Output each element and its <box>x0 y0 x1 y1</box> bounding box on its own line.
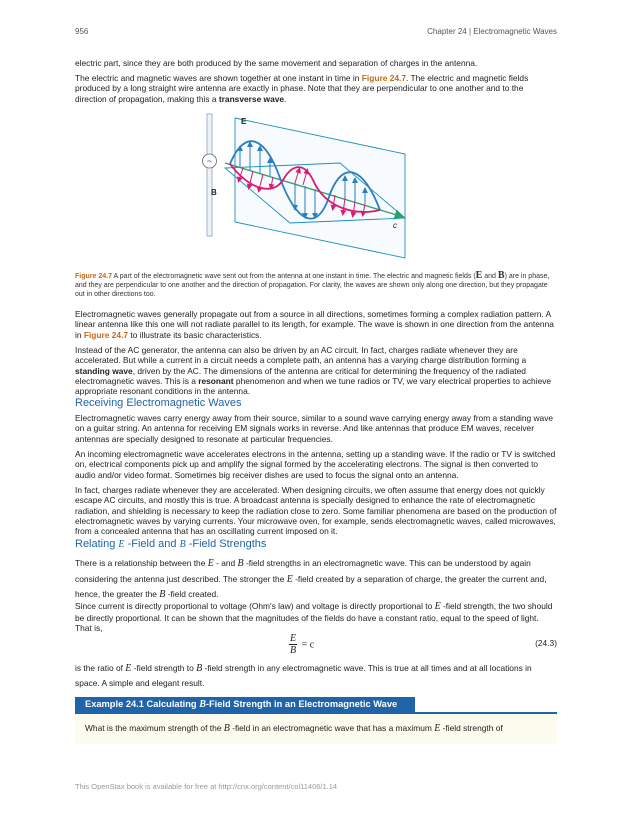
text: . The electric and magnetic fields produced by a long straight wire antenna are exactly in phase. Note that they are perpendicular to one another and to the direction of propagation, making this a <box>75 73 529 104</box>
equation-denominator: B <box>290 645 297 656</box>
page-number: 956 <box>75 27 89 36</box>
ac-symbol: ~ <box>206 156 213 166</box>
equation <box>289 634 314 656</box>
symbol-b: B <box>179 539 186 550</box>
figure-label-c: c <box>393 221 397 230</box>
footer-license[interactable]: This OpenStax book is available for free at http://cnx.org/content/col11406/1.14 <box>75 782 338 791</box>
caption-e: E <box>475 270 483 281</box>
caption-label: Figure 24.7 <box>75 273 112 280</box>
symbol-e: E <box>434 601 441 612</box>
example-title: -Field Strength in an Electromagnetic Wave <box>205 699 398 709</box>
paragraph-intro: electric part, since they are both produced by the same movement and separation of charges in the antenna. <box>75 58 478 68</box>
example-body <box>75 714 557 744</box>
text: -field strength, the two should be directly proportional. It can be shown that the magnitudes of the fields do have a constant ratio, equal to the speed of light. That is, <box>75 601 553 633</box>
paragraph-relationship <box>75 556 557 603</box>
caption-text: A part of the electromagnetic wave sent out from the antenna at one instant in time. The electric and magnetic fields ( <box>111 273 476 280</box>
symbol-e: E <box>207 558 214 569</box>
example-question <box>85 723 547 734</box>
paragraph-propagation <box>75 309 557 340</box>
text: What is the maximum strength of the <box>85 723 224 733</box>
heading-text: -Field Strengths <box>185 538 267 550</box>
paragraph-proportional <box>75 601 557 634</box>
text: , driven by the AC. The dimensions of the antenna are critical for determining the frequency of the radiated electromagnetic waves. This is a <box>75 365 526 386</box>
symbol-b: B <box>196 663 203 674</box>
symbol-e: E <box>118 539 125 550</box>
paragraph-incoming-wave: An incoming electromagnetic wave accelerates electrons in the antenna, setting up a standing wave. If the radio or TV is switched on, electrical components pick up and amplify the signal formed by the accelerating electrons. The signal is then converted to audio and/or video format. Sometimes big receiver dishes are used to focus the signal onto an antenna. <box>75 449 556 480</box>
text: Since current is directly proportional to voltage (Ohm's law) and voltage is directly proportional to <box>75 601 435 611</box>
text: - and <box>213 558 238 568</box>
chapter-title: Chapter 24 | Electromagnetic Waves <box>427 27 557 36</box>
symbol-b: B <box>159 589 166 600</box>
caption-text: and <box>482 273 498 280</box>
paragraph-ac-circuit <box>75 345 557 396</box>
text: -field strength to <box>131 663 197 673</box>
figure-link[interactable]: Figure 24.7 <box>83 329 129 340</box>
section-heading-receiving: Receiving Electromagnetic Waves <box>75 397 242 409</box>
text: -field strength in any electromagnetic wave. This is true at all times and at all locations in space. A simple and elegant result. <box>75 663 532 688</box>
text: -field in an electromagnetic wave that has a maximum <box>229 723 435 733</box>
caption-b: B <box>497 270 505 281</box>
section-heading-relating <box>75 538 266 550</box>
text: -field created. <box>165 589 219 599</box>
term-resonant: resonant <box>198 375 234 386</box>
figure-label-e: E <box>241 117 247 126</box>
symbol-e: E <box>125 663 132 674</box>
text: -field strength of <box>440 723 503 733</box>
text: Instead of the AC generator, the antenna can also be driven by an AC circuit. In fact, charges radiate whenever they are accelerated. But while a current in a circuit needs a complete path, an antenna has a varying charge distribution forming a <box>75 345 527 366</box>
text: The electric and magnetic waves are shown together at one instant in time in <box>75 73 362 83</box>
text: is the ratio of <box>75 663 126 673</box>
paragraph-fields-shown <box>75 73 557 104</box>
text: -field strengths in an electromagnetic wave. This can be understood by again considering the antenna just described. The stronger the <box>75 558 531 584</box>
symbol-e: E <box>434 723 441 734</box>
example-title: Example 24.1 Calculating <box>85 699 200 709</box>
equation-rhs: = c <box>301 639 315 651</box>
text: -field created by a separation of charge, the greater the current and, hence, the greater the <box>75 573 547 599</box>
symbol-e: E <box>286 573 293 585</box>
symbol-b: B <box>237 558 244 569</box>
heading-text: -Field and <box>124 538 180 550</box>
term-standing-wave: standing wave <box>75 365 133 376</box>
text: phenomenon and when we tune radios or TV, we vary electrical properties to achieve appropriate resonant conditions in the antenna. <box>75 375 552 397</box>
equation-numerator: E <box>290 633 297 644</box>
caption-text: ) are in phase, and they are perpendicular to one another and the direction of propagation. For clarity, the waves are shown only along one direction, but they propagate out in other directions too. <box>75 273 550 298</box>
paragraph-charges-radiate: In fact, charges radiate whenever they are accelerated. When designing circuits, we often assume that energy does not quickly escape AC circuits, and mostly this is true. A broadcast antenna is specially designed to enhance the rate of electromagnetic radiation, and shielding is necessary to keep the radiation close to zero. Some familiar phenomena are based on the production of electromagnetic waves by varying currents. Your microwave oven, for example, sends electromagnetic waves, called microwaves, from a concealed antenna that has an oscillating current imposed on it. <box>75 485 557 537</box>
antenna <box>207 114 212 236</box>
text: . <box>284 93 287 104</box>
figure-link[interactable]: Figure 24.7 <box>361 73 406 83</box>
figure-caption <box>75 271 557 299</box>
equation-number: (24.3) <box>535 638 557 648</box>
em-wave-figure <box>195 108 420 268</box>
symbol-b: B <box>199 699 206 710</box>
figure-label-b: B <box>211 188 217 197</box>
term-transverse-wave: transverse wave <box>218 93 285 104</box>
text: Electromagnetic waves generally propagate out from a source in all directions, sometimes forming a complex radiation pattern. A linear antenna like this one will not radiate parallel to its length, for example. The wave is shown in one direction from the antenna in <box>75 309 554 340</box>
heading-text: Relating <box>75 538 119 550</box>
example-title-bar <box>75 697 415 712</box>
text: to illustrate its basic characteristics. <box>128 329 262 340</box>
paragraph-ratio <box>75 661 557 690</box>
paragraph-receiving: Electromagnetic waves carry energy away from their source, similar to a sound wave carrying energy away from a standing wave on a guitar string. An antenna for receiving EM signals works in reverse. And like antennas that produce EM waves, receiver antennas are specially designed to resonate at particular frequencies. <box>75 413 554 444</box>
symbol-b: B <box>223 723 230 734</box>
text: There is a relationship between the <box>75 558 208 568</box>
